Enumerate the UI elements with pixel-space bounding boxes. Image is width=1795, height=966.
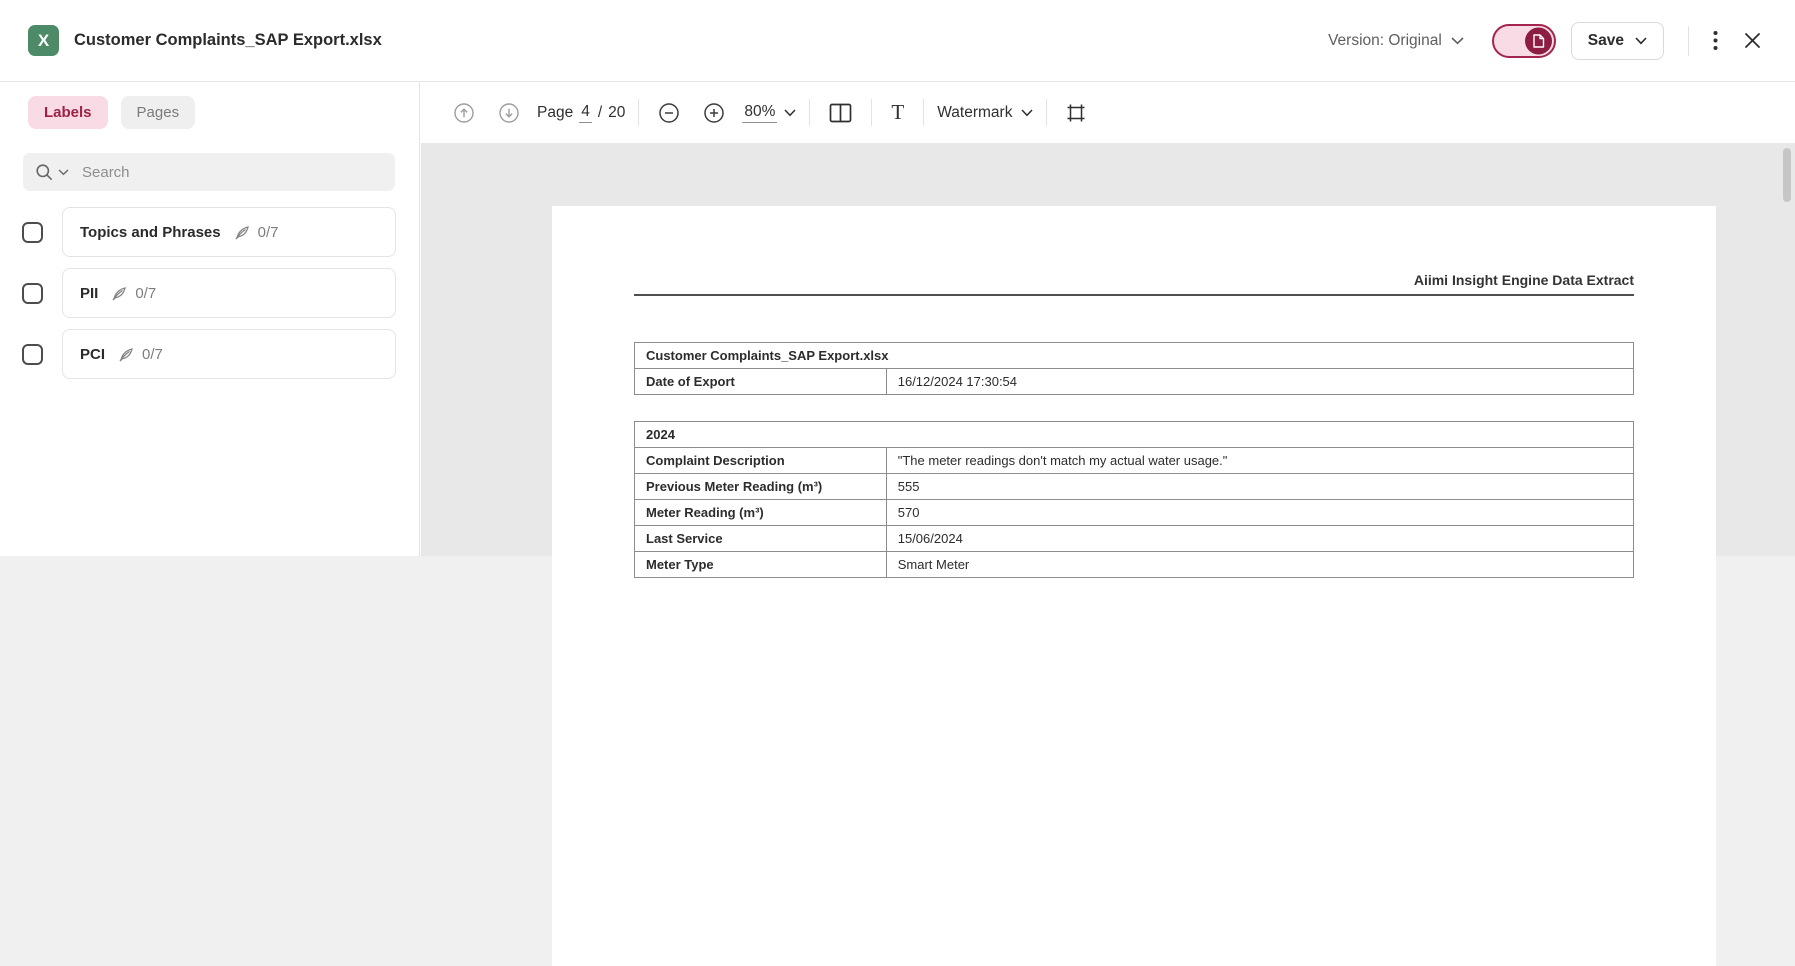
viewer-toolbar (421, 82, 1795, 143)
toolbar-divider (871, 99, 872, 126)
two-columns-icon (829, 103, 852, 123)
redaction-area-button[interactable] (1060, 97, 1092, 129)
row-label: Meter Reading (m³) (635, 500, 887, 526)
label-name: Topics and Phrases (80, 223, 221, 241)
excel-file-icon: X (28, 25, 59, 56)
two-page-view-button[interactable] (823, 97, 858, 129)
tab-labels[interactable]: Labels (28, 96, 108, 129)
file-info-table (634, 342, 1634, 395)
toolbar-divider (809, 99, 810, 126)
chevron-down-icon (1021, 109, 1033, 117)
watermark-selector[interactable] (937, 104, 1033, 122)
count-text: 0/7 (135, 284, 157, 302)
zoom-level-selector[interactable] (742, 103, 796, 123)
watermark-label: Watermark (937, 103, 1013, 121)
toggle-knob (1525, 27, 1552, 54)
label-name: PII (80, 284, 99, 302)
window-header (0, 0, 1795, 82)
previous-page-button[interactable] (447, 96, 481, 130)
search-input[interactable] (80, 163, 383, 182)
table-row (635, 448, 1634, 474)
crop-frame-icon (1066, 103, 1086, 123)
version-selector[interactable] (1328, 32, 1464, 50)
table-title-row (635, 343, 1634, 369)
table-row (635, 474, 1634, 500)
count-text: 0/7 (257, 223, 279, 241)
sidebar (0, 82, 420, 556)
save-button-label: Save (1587, 31, 1624, 49)
label-row-pii (22, 268, 396, 318)
zoom-out-button[interactable] (652, 96, 686, 130)
row-value: "The meter readings don't match my actual water usage." (886, 448, 1633, 474)
document-viewer (421, 143, 1795, 572)
page-prefix: Page (537, 103, 574, 121)
count-text: 0/7 (142, 345, 163, 363)
toolbar-divider (923, 99, 924, 126)
quill-icon (118, 346, 135, 363)
file-title: Customer Complaints_SAP Export.xlsx (74, 31, 382, 49)
text-tool-button[interactable] (885, 96, 910, 129)
quill-icon (111, 285, 128, 302)
close-button[interactable] (1738, 26, 1767, 55)
row-label: Complaint Description (635, 448, 887, 474)
document-page (552, 206, 1716, 966)
row-label: Meter Type (635, 552, 887, 578)
chevron-down-icon (784, 109, 796, 117)
arrow-down-circle-icon (498, 102, 520, 124)
table-row (635, 526, 1634, 552)
redaction-view-toggle[interactable] (1492, 24, 1556, 58)
row-value: Smart Meter (886, 552, 1633, 578)
row-value: 555 (886, 474, 1633, 500)
header-divider (1688, 26, 1689, 56)
table-row (635, 369, 1634, 395)
table-row (635, 500, 1634, 526)
close-icon (1744, 32, 1761, 49)
checkbox[interactable] (22, 283, 43, 304)
text-tool-icon: T (891, 100, 905, 124)
annotation-count (234, 224, 279, 241)
annotation-count (111, 285, 156, 302)
complaint-data-table (634, 421, 1634, 578)
label-card[interactable] (62, 268, 396, 318)
minus-circle-icon (658, 102, 680, 124)
page-separator: / (597, 103, 603, 121)
row-value: 15/06/2024 (886, 526, 1633, 552)
toolbar-divider (1046, 99, 1047, 126)
row-label: Last Service (635, 526, 887, 552)
vertical-scrollbar[interactable] (1783, 148, 1791, 202)
table-row (635, 552, 1634, 578)
tab-pages[interactable]: Pages (121, 96, 196, 129)
title-rule (634, 294, 1634, 296)
save-button[interactable] (1571, 22, 1664, 60)
row-value: 16/12/2024 17:30:54 (886, 369, 1633, 395)
chevron-down-icon[interactable] (58, 169, 69, 176)
plus-circle-icon (703, 102, 725, 124)
row-value: 570 (886, 500, 1633, 526)
quill-icon (234, 224, 251, 241)
page-indicator (537, 103, 625, 123)
zoom-in-button[interactable] (697, 96, 731, 130)
arrow-up-circle-icon (453, 102, 475, 124)
more-options-button[interactable] (1707, 24, 1724, 57)
chevron-down-icon (1635, 37, 1647, 45)
label-row-pci (22, 329, 396, 379)
search-icon (35, 163, 53, 181)
label-card[interactable] (62, 329, 396, 379)
label-row-topics-and-phrases (22, 207, 396, 257)
kebab-menu-icon (1713, 30, 1718, 51)
document-icon (1532, 33, 1545, 48)
total-pages: 20 (608, 103, 626, 121)
extract-title: Aiimi Insight Engine Data Extract (1413, 272, 1634, 288)
checkbox[interactable] (22, 222, 43, 243)
table-title: Customer Complaints_SAP Export.xlsx (635, 343, 1634, 369)
sidebar-tabs (0, 82, 419, 129)
row-label: Date of Export (635, 369, 887, 395)
annotation-count (118, 346, 163, 363)
table-title-row (635, 422, 1634, 448)
version-selector-label: Version: Original (1328, 31, 1442, 49)
next-page-button[interactable] (492, 96, 526, 130)
table-title: 2024 (635, 422, 1634, 448)
label-card[interactable] (62, 207, 396, 257)
zoom-value: 80% (742, 103, 777, 123)
checkbox[interactable] (22, 344, 43, 365)
label-name: PCI (80, 345, 106, 363)
row-label: Previous Meter Reading (m³) (635, 474, 887, 500)
label-list (22, 207, 396, 379)
current-page-input[interactable]: 4 (579, 103, 592, 123)
chevron-down-icon (1451, 37, 1464, 45)
toolbar-divider (638, 99, 639, 126)
search-box[interactable] (23, 153, 395, 191)
